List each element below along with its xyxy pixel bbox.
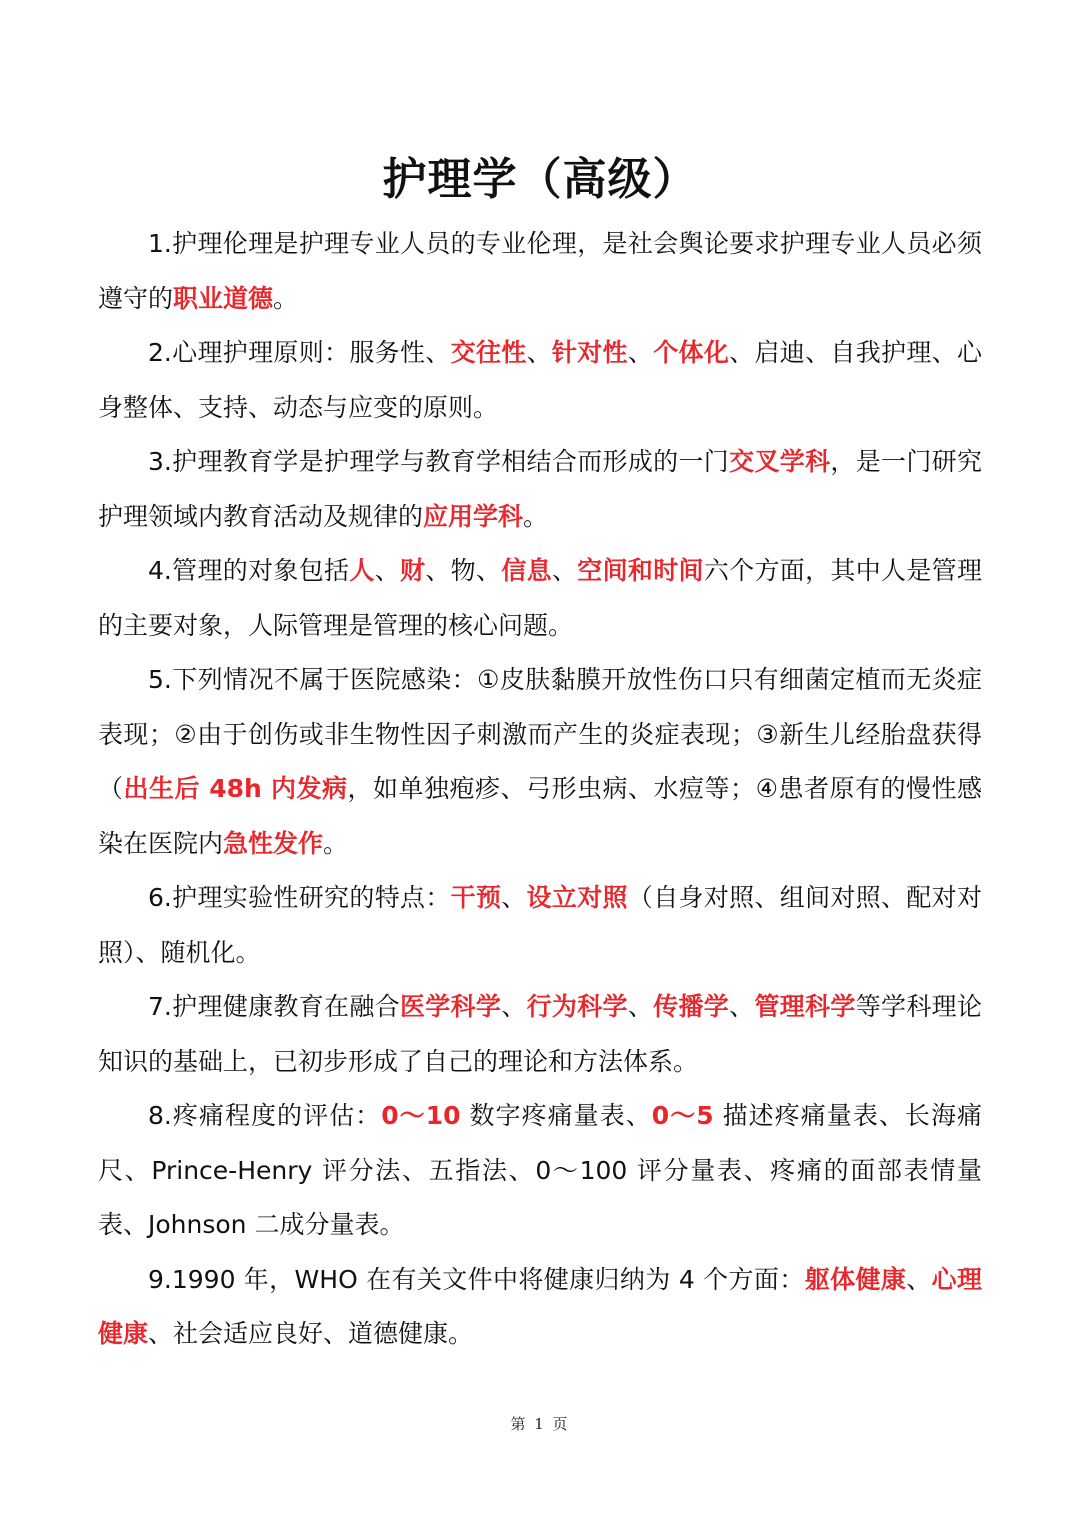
highlighted-keyword: 财 xyxy=(400,556,426,585)
highlighted-keyword: 急性发作 xyxy=(223,828,324,858)
highlighted-keyword: 出生后 48h 内发病 xyxy=(123,774,348,803)
highlighted-keyword: 干预 xyxy=(450,883,502,912)
paragraph-text: （自身对照、组间对照、配对对照）、随机化。 xyxy=(98,883,982,967)
paragraph-text: 3.护理教育学是护理学与教育学相结合而形成的一门 xyxy=(148,447,730,476)
paragraph-text: 。 xyxy=(523,501,549,531)
highlighted-keyword: 管理科学 xyxy=(754,992,856,1021)
paragraph-8 xyxy=(98,1089,982,1253)
paragraph-text: 6.护理实验性研究的特点： xyxy=(148,883,451,912)
paragraph-text: 7.护理健康教育在融合 xyxy=(148,992,400,1021)
paragraph-text: 、 xyxy=(627,338,654,367)
highlighted-keyword: 交往性 xyxy=(450,338,527,367)
paragraph-text: 。 xyxy=(273,283,299,313)
paragraph-text: ，是一门研究护理领域内教育活动及规律的 xyxy=(98,447,982,531)
paragraph-9 xyxy=(98,1253,982,1362)
paragraph-text: 、 xyxy=(374,556,401,585)
paragraph-text: 。 xyxy=(323,828,349,858)
highlighted-keyword: 职业道德 xyxy=(173,283,274,313)
paragraph-3 xyxy=(98,435,982,544)
paragraph-text: 、社会适应良好、道德健康。 xyxy=(148,1319,474,1348)
highlighted-keyword: 应用学科 xyxy=(423,501,524,531)
highlighted-keyword: 0～10 xyxy=(381,1101,461,1130)
paragraph-text: 、 xyxy=(526,338,552,367)
highlighted-keyword: 医学科学 xyxy=(399,992,502,1021)
highlighted-keyword: 交叉学科 xyxy=(729,447,831,476)
highlighted-keyword: 心理健康 xyxy=(98,1264,982,1348)
paragraph-text: 数字疼痛量表、 xyxy=(460,1101,652,1130)
paragraph-2 xyxy=(98,326,982,435)
paragraph-text: 2.心理护理原则：服务性、 xyxy=(148,338,451,367)
paragraph-text: 描述疼痛量表、长海痛尺、Prince-Henry 评分法、五指法、0～100 评分量表、疼痛的面部表情量表、Johnson 二成分量表。 xyxy=(98,1101,983,1239)
paragraph-5 xyxy=(98,653,982,871)
paragraph-text: 9.1990 年，WHO 在有关文件中将健康归纳为 4 个方面： xyxy=(148,1264,805,1294)
page-number: 第 1 页 xyxy=(510,1415,570,1433)
paragraph-7 xyxy=(98,980,982,1089)
paragraph-text: 、 xyxy=(501,883,527,912)
paragraph-text: 、 xyxy=(627,992,654,1021)
paragraph-6 xyxy=(98,871,982,980)
page-title: 护理学（高级） xyxy=(382,154,698,205)
paragraph-text: 8.疼痛程度的评估： xyxy=(148,1101,382,1130)
paragraph-text: 六个方面，其中人是管理的主要对象，人际管理是管理的核心问题。 xyxy=(98,556,982,640)
highlighted-keyword: 人 xyxy=(349,556,375,585)
highlighted-keyword: 躯体健康 xyxy=(804,1264,907,1294)
paragraph-4 xyxy=(98,544,982,653)
paragraph-text: 、 xyxy=(906,1264,932,1294)
highlighted-keyword: 针对性 xyxy=(551,338,628,367)
paragraph-text: 等学科理论知识的基础上，已初步形成了自己的理论和方法体系。 xyxy=(98,992,982,1076)
highlighted-keyword: 空间和时间 xyxy=(577,556,704,585)
highlighted-keyword: 信息 xyxy=(501,556,552,585)
highlighted-keyword: 0～5 xyxy=(651,1101,714,1130)
highlighted-keyword: 设立对照 xyxy=(526,883,628,912)
paragraph-1 xyxy=(98,217,982,326)
paragraph-text: 、 xyxy=(501,992,527,1021)
document-body xyxy=(98,217,982,1362)
paragraph-text: 1.护理伦理是护理专业人员的专业伦理，是社会舆论要求护理专业人员必须遵守的 xyxy=(98,229,982,313)
paragraph-text: 4.管理的对象包括 xyxy=(148,556,350,585)
paragraph-text: ，如单独疱疹、弓形虫病、水痘等；④患者原有的慢性感染在医院内 xyxy=(98,774,982,858)
paragraph-text: 、物、 xyxy=(425,556,502,585)
paragraph-text: 5.下列情况不属于医院感染：①皮肤黏膜开放性伤口只有细菌定植而无炎症表现；②由于创伤或非生物性因子刺激而产生的炎症表现；③新生儿经胎盘获得（ xyxy=(98,665,982,803)
highlighted-keyword: 传播学 xyxy=(653,992,730,1021)
paragraph-text: 、 xyxy=(551,556,578,585)
paragraph-text: 、启迪、自我护理、心身整体、支持、动态与应变的原则。 xyxy=(98,338,982,422)
paragraph-text: 、 xyxy=(729,992,755,1021)
highlighted-keyword: 行为科学 xyxy=(526,992,628,1021)
highlighted-keyword: 个体化 xyxy=(653,338,730,367)
